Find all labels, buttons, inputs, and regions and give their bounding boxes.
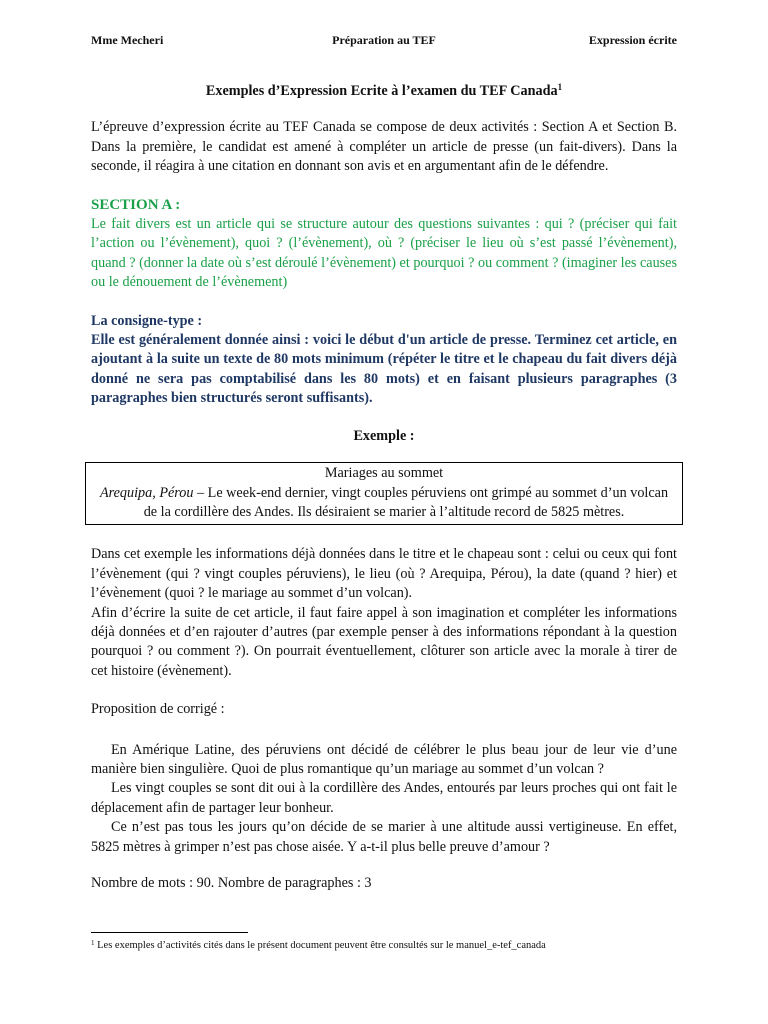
- corrige-paragraph-2: Les vingt couples se sont dit oui à la cordillère des Andes, entourés par leurs proches qui ont fait le déplacement afin de partager leur bonheur.: [91, 780, 677, 816]
- header-author: Mme Mecheri: [91, 33, 164, 47]
- footnote: [91, 939, 691, 953]
- word-count-line: Nombre de mots : 90. Nombre de paragraphes : 3: [91, 875, 372, 891]
- document-body: [91, 82, 677, 893]
- article-lead-text: – Le week-end dernier, vingt couples péruviens ont grimpé au sommet d’un volcan de la cordillère des Andes. Ils désiraient se marier à l’altitude record de 5825 mètres.: [143, 484, 669, 520]
- header-course: Préparation au TEF: [332, 33, 436, 47]
- header-subject: Expression écrite: [588, 33, 677, 47]
- consigne-text: Elle est généralement donnée ainsi : voici le début d'un article de presse. Terminez cet article, en ajoutant à la suite un texte de 80 mots minimum (répéter le titre et le chapeau du fait divers déjà donné ne sera pas comptabilisé dans les 80 mots) et en faisant plusieurs paragraphes (3 paragraphes bien structurés seront suffisants).: [91, 332, 677, 407]
- footnote-separator: [91, 932, 248, 933]
- intro-paragraph: L’épreuve d’expression écrite au TEF Canada se compose de deux activités : Section A et Section B. Dans la première, le candidat est amené à compléter un article de presse (un fait-divers). Dans la seconde, il réagira à une citation en donnant son avis et en argumentant afin de le défendre.: [91, 119, 677, 175]
- footnote-text: Les exemples d’activités cités dans le présent document peuvent être consultés sur le manuel_e-tef_canada: [94, 940, 546, 951]
- article-lead: [92, 484, 676, 523]
- analysis-paragraph-1: Dans cet exemple les informations déjà données dans le titre et le chapeau sont : celui ou ceux qui font l’évènement (qui ? vingt couples péruviens), le lieu (où ? Arequipa, Pérou), la date (quand ? hier) et l’évènement (quoi ? le mariage au sommet d’un volcan).: [91, 546, 677, 602]
- exemple-heading: Exemple :: [353, 427, 415, 444]
- title-text: Exemples d’Expression Ecrite à l’examen du TEF Canada: [205, 83, 558, 99]
- article-location: Arequipa, Pérou: [99, 484, 194, 501]
- analysis-paragraph-2: Afin d’écrire la suite de cet article, il faut faire appel à son imagination et compléter les informations déjà données et d’en rajouter d’autres (par exemple penser à des informations répondant à la question pourquoi ? ou comment ?). On pourrait éventuellement, clôturer son article avec la morale à tirer de cet histoire (évènement).: [91, 604, 677, 679]
- section-a-text: Le fait divers est un article qui se structure autour des questions suivantes : qui ? (préciser qui fait l’action ou l’évènement), quoi ? (l’évènement), où ? (préciser le lieu où s’est passé l’évènement), quand ? (donner la date où s’est déroulé l’évènement) et pourquoi ? ou comment ? (imaginer les causes ou le dénouement de l’évènement): [91, 216, 677, 291]
- title-footnote-ref: 1: [557, 82, 563, 92]
- section-a-heading: SECTION A :: [91, 196, 181, 213]
- document-title: [91, 82, 677, 101]
- article-box: [85, 462, 683, 525]
- consigne-heading: La consigne-type :: [91, 312, 203, 329]
- page-header: [91, 33, 677, 51]
- corrige-paragraph-3: Ce n’est pas tous les jours qu’on décide de se marier à une altitude aussi vertigineuse. En effet, 5825 mètres à grimper n’est pas chose aisée. Y a-t-il plus belle preuve d’amour ?: [91, 819, 677, 855]
- corrige-paragraph-1: En Amérique Latine, des péruviens ont décidé de célébrer le plus beau jour de leur vie d’une manière bien singulière. Quoi de plus romantique qu’un mariage au sommet d’un volcan ?: [91, 741, 677, 777]
- article-title: Mariages au sommet: [324, 465, 444, 482]
- footnote-number: 1: [91, 939, 95, 947]
- proposition-heading: Proposition de corrigé :: [91, 701, 225, 718]
